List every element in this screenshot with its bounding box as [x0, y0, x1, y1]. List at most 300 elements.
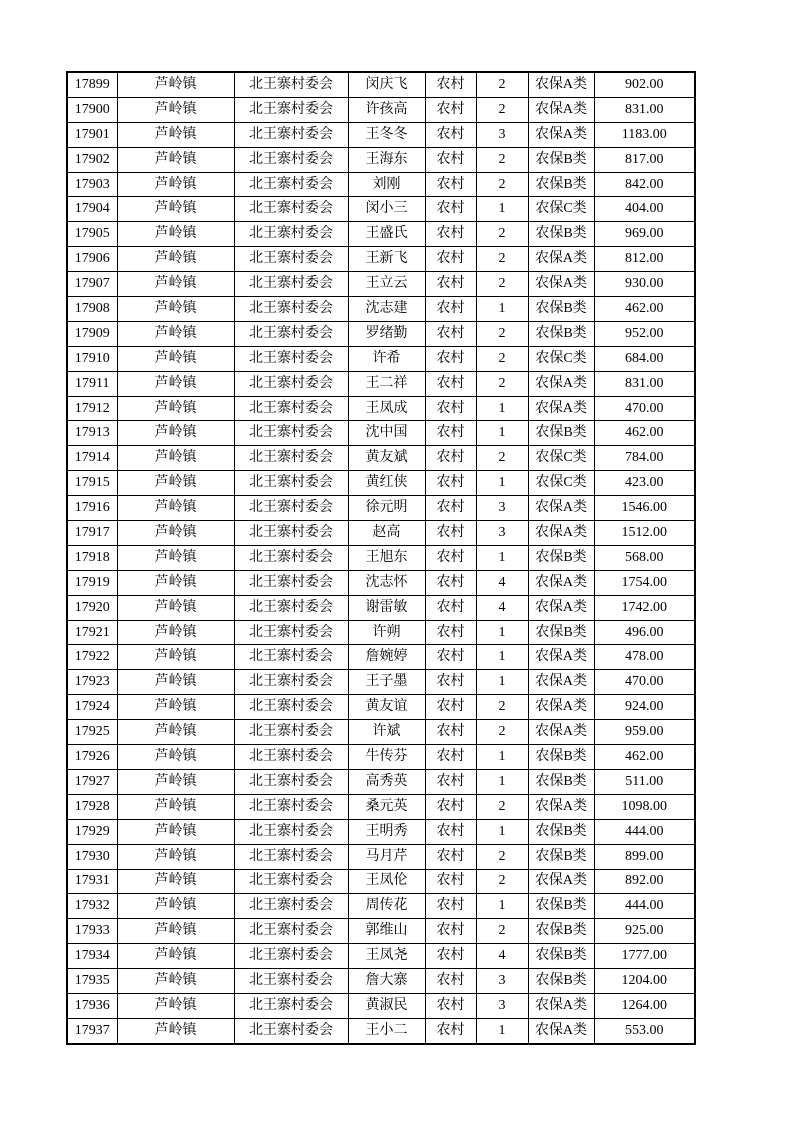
- cell-record-id: 17929: [67, 819, 117, 844]
- cell-person-name: 沈中国: [348, 421, 425, 446]
- cell-record-id: 17901: [67, 122, 117, 147]
- cell-village-committee: 北王寨村委会: [234, 570, 348, 595]
- table-row: [67, 745, 695, 770]
- cell-insurance-category: 农保A类: [528, 695, 594, 720]
- cell-record-id: 17920: [67, 595, 117, 620]
- cell-person-count: 1: [476, 645, 528, 670]
- cell-amount: 478.00: [594, 645, 695, 670]
- cell-town: 芦岭镇: [117, 844, 234, 869]
- table-row: [67, 545, 695, 570]
- cell-record-id: 17924: [67, 695, 117, 720]
- table-row: [67, 869, 695, 894]
- cell-area-type: 农村: [425, 471, 476, 496]
- cell-area-type: 农村: [425, 894, 476, 919]
- cell-record-id: 17908: [67, 297, 117, 322]
- cell-person-name: 刘刚: [348, 172, 425, 197]
- cell-village-committee: 北王寨村委会: [234, 1018, 348, 1043]
- cell-town: 芦岭镇: [117, 869, 234, 894]
- cell-person-count: 2: [476, 147, 528, 172]
- cell-person-count: 1: [476, 894, 528, 919]
- cell-person-count: 2: [476, 794, 528, 819]
- table-row: [67, 570, 695, 595]
- cell-village-committee: 北王寨村委会: [234, 72, 348, 97]
- cell-amount: 930.00: [594, 272, 695, 297]
- cell-amount: 842.00: [594, 172, 695, 197]
- cell-area-type: 农村: [425, 97, 476, 122]
- cell-record-id: 17917: [67, 521, 117, 546]
- cell-person-name: 王冬冬: [348, 122, 425, 147]
- cell-amount: 1512.00: [594, 521, 695, 546]
- cell-town: 芦岭镇: [117, 670, 234, 695]
- table-row: [67, 670, 695, 695]
- cell-record-id: 17937: [67, 1018, 117, 1043]
- cell-person-count: 4: [476, 944, 528, 969]
- cell-insurance-category: 农保B类: [528, 172, 594, 197]
- table-row: [67, 72, 695, 97]
- cell-insurance-category: 农保A类: [528, 1018, 594, 1043]
- table-row: [67, 620, 695, 645]
- cell-village-committee: 北王寨村委会: [234, 993, 348, 1018]
- cell-area-type: 农村: [425, 545, 476, 570]
- cell-village-committee: 北王寨村委会: [234, 769, 348, 794]
- cell-record-id: 17907: [67, 272, 117, 297]
- cell-village-committee: 北王寨村委会: [234, 421, 348, 446]
- cell-village-committee: 北王寨村委会: [234, 222, 348, 247]
- cell-area-type: 农村: [425, 396, 476, 421]
- cell-person-name: 赵高: [348, 521, 425, 546]
- cell-record-id: 17903: [67, 172, 117, 197]
- table-row: [67, 297, 695, 322]
- cell-person-count: 4: [476, 595, 528, 620]
- cell-record-id: 17933: [67, 919, 117, 944]
- cell-insurance-category: 农保C类: [528, 197, 594, 222]
- cell-village-committee: 北王寨村委会: [234, 545, 348, 570]
- cell-insurance-category: 农保B类: [528, 745, 594, 770]
- cell-record-id: 17922: [67, 645, 117, 670]
- cell-amount: 1098.00: [594, 794, 695, 819]
- cell-person-count: 2: [476, 371, 528, 396]
- cell-area-type: 农村: [425, 272, 476, 297]
- cell-insurance-category: 农保A类: [528, 371, 594, 396]
- cell-person-name: 谢雷敏: [348, 595, 425, 620]
- cell-village-committee: 北王寨村委会: [234, 297, 348, 322]
- cell-person-name: 王旭东: [348, 545, 425, 570]
- table-row: [67, 496, 695, 521]
- cell-area-type: 农村: [425, 570, 476, 595]
- cell-village-committee: 北王寨村委会: [234, 197, 348, 222]
- cell-person-name: 黄红侠: [348, 471, 425, 496]
- cell-amount: 925.00: [594, 919, 695, 944]
- cell-town: 芦岭镇: [117, 969, 234, 994]
- cell-insurance-category: 农保A类: [528, 993, 594, 1018]
- cell-village-committee: 北王寨村委会: [234, 595, 348, 620]
- cell-amount: 568.00: [594, 545, 695, 570]
- cell-village-committee: 北王寨村委会: [234, 670, 348, 695]
- cell-amount: 511.00: [594, 769, 695, 794]
- cell-person-count: 2: [476, 72, 528, 97]
- cell-town: 芦岭镇: [117, 321, 234, 346]
- cell-town: 芦岭镇: [117, 993, 234, 1018]
- cell-amount: 470.00: [594, 396, 695, 421]
- cell-person-count: 1: [476, 421, 528, 446]
- cell-town: 芦岭镇: [117, 272, 234, 297]
- cell-amount: 812.00: [594, 247, 695, 272]
- cell-village-committee: 北王寨村委会: [234, 471, 348, 496]
- cell-person-name: 许孩高: [348, 97, 425, 122]
- cell-area-type: 农村: [425, 645, 476, 670]
- cell-person-name: 高秀英: [348, 769, 425, 794]
- cell-town: 芦岭镇: [117, 769, 234, 794]
- cell-insurance-category: 农保A类: [528, 869, 594, 894]
- cell-area-type: 农村: [425, 993, 476, 1018]
- cell-village-committee: 北王寨村委会: [234, 521, 348, 546]
- cell-record-id: 17926: [67, 745, 117, 770]
- cell-person-count: 1: [476, 620, 528, 645]
- cell-town: 芦岭镇: [117, 421, 234, 446]
- cell-insurance-category: 农保A类: [528, 794, 594, 819]
- table-row: [67, 720, 695, 745]
- table-row: [67, 993, 695, 1018]
- cell-person-name: 王凤成: [348, 396, 425, 421]
- table-row: [67, 321, 695, 346]
- cell-town: 芦岭镇: [117, 720, 234, 745]
- cell-town: 芦岭镇: [117, 919, 234, 944]
- cell-village-committee: 北王寨村委会: [234, 969, 348, 994]
- cell-record-id: 17931: [67, 869, 117, 894]
- cell-amount: 892.00: [594, 869, 695, 894]
- cell-record-id: 17911: [67, 371, 117, 396]
- cell-record-id: 17900: [67, 97, 117, 122]
- cell-insurance-category: 农保B类: [528, 545, 594, 570]
- cell-insurance-category: 农保A类: [528, 72, 594, 97]
- cell-person-count: 1: [476, 471, 528, 496]
- cell-person-name: 闵小三: [348, 197, 425, 222]
- cell-town: 芦岭镇: [117, 471, 234, 496]
- cell-village-committee: 北王寨村委会: [234, 97, 348, 122]
- cell-area-type: 农村: [425, 595, 476, 620]
- cell-insurance-category: 农保B类: [528, 620, 594, 645]
- cell-village-committee: 北王寨村委会: [234, 147, 348, 172]
- cell-insurance-category: 农保B类: [528, 222, 594, 247]
- cell-amount: 959.00: [594, 720, 695, 745]
- cell-area-type: 农村: [425, 172, 476, 197]
- cell-person-name: 王海东: [348, 147, 425, 172]
- cell-town: 芦岭镇: [117, 97, 234, 122]
- cell-town: 芦岭镇: [117, 570, 234, 595]
- cell-person-name: 闵庆飞: [348, 72, 425, 97]
- cell-person-count: 2: [476, 222, 528, 247]
- cell-amount: 1204.00: [594, 969, 695, 994]
- cell-village-committee: 北王寨村委会: [234, 745, 348, 770]
- cell-town: 芦岭镇: [117, 197, 234, 222]
- cell-village-committee: 北王寨村委会: [234, 894, 348, 919]
- cell-insurance-category: 农保C类: [528, 346, 594, 371]
- cell-village-committee: 北王寨村委会: [234, 122, 348, 147]
- cell-insurance-category: 农保A类: [528, 396, 594, 421]
- cell-record-id: 17936: [67, 993, 117, 1018]
- cell-person-count: 3: [476, 521, 528, 546]
- cell-person-name: 沈志怀: [348, 570, 425, 595]
- cell-area-type: 农村: [425, 247, 476, 272]
- cell-person-count: 3: [476, 122, 528, 147]
- cell-record-id: 17904: [67, 197, 117, 222]
- cell-town: 芦岭镇: [117, 695, 234, 720]
- cell-insurance-category: 农保A类: [528, 122, 594, 147]
- cell-village-committee: 北王寨村委会: [234, 695, 348, 720]
- cell-person-name: 王明秀: [348, 819, 425, 844]
- cell-person-name: 许斌: [348, 720, 425, 745]
- cell-record-id: 17925: [67, 720, 117, 745]
- cell-insurance-category: 农保A类: [528, 272, 594, 297]
- cell-person-count: 2: [476, 321, 528, 346]
- cell-person-name: 周传花: [348, 894, 425, 919]
- table-row: [67, 396, 695, 421]
- table-row: [67, 1018, 695, 1043]
- cell-village-committee: 北王寨村委会: [234, 247, 348, 272]
- cell-person-count: 1: [476, 396, 528, 421]
- cell-person-count: 1: [476, 769, 528, 794]
- cell-area-type: 农村: [425, 297, 476, 322]
- table-row: [67, 844, 695, 869]
- cell-amount: 496.00: [594, 620, 695, 645]
- table-row: [67, 944, 695, 969]
- cell-area-type: 农村: [425, 844, 476, 869]
- table-row: [67, 521, 695, 546]
- cell-village-committee: 北王寨村委会: [234, 371, 348, 396]
- cell-village-committee: 北王寨村委会: [234, 272, 348, 297]
- cell-area-type: 农村: [425, 371, 476, 396]
- cell-village-committee: 北王寨村委会: [234, 869, 348, 894]
- cell-town: 芦岭镇: [117, 1018, 234, 1043]
- cell-amount: 1754.00: [594, 570, 695, 595]
- cell-insurance-category: 农保A类: [528, 97, 594, 122]
- cell-amount: 924.00: [594, 695, 695, 720]
- cell-area-type: 农村: [425, 620, 476, 645]
- cell-person-name: 沈志建: [348, 297, 425, 322]
- cell-village-committee: 北王寨村委会: [234, 172, 348, 197]
- cell-person-name: 黄淑民: [348, 993, 425, 1018]
- cell-area-type: 农村: [425, 72, 476, 97]
- cell-town: 芦岭镇: [117, 794, 234, 819]
- table-row: [67, 894, 695, 919]
- cell-person-count: 3: [476, 993, 528, 1018]
- cell-record-id: 17918: [67, 545, 117, 570]
- cell-insurance-category: 农保B类: [528, 321, 594, 346]
- cell-person-count: 2: [476, 172, 528, 197]
- cell-person-count: 2: [476, 695, 528, 720]
- table-row: [67, 346, 695, 371]
- cell-person-count: 1: [476, 197, 528, 222]
- cell-person-name: 詹大寨: [348, 969, 425, 994]
- cell-insurance-category: 农保B类: [528, 919, 594, 944]
- cell-insurance-category: 农保A类: [528, 570, 594, 595]
- table-row: [67, 421, 695, 446]
- cell-town: 芦岭镇: [117, 72, 234, 97]
- cell-insurance-category: 农保B类: [528, 844, 594, 869]
- cell-town: 芦岭镇: [117, 745, 234, 770]
- cell-town: 芦岭镇: [117, 371, 234, 396]
- table-row: [67, 197, 695, 222]
- cell-person-count: 4: [476, 570, 528, 595]
- cell-insurance-category: 农保A类: [528, 670, 594, 695]
- cell-insurance-category: 农保A类: [528, 247, 594, 272]
- cell-person-name: 罗绪勤: [348, 321, 425, 346]
- cell-village-committee: 北王寨村委会: [234, 446, 348, 471]
- cell-amount: 902.00: [594, 72, 695, 97]
- cell-person-name: 王凤尧: [348, 944, 425, 969]
- table-row: [67, 247, 695, 272]
- cell-amount: 462.00: [594, 421, 695, 446]
- cell-record-id: 17909: [67, 321, 117, 346]
- cell-person-name: 郭维山: [348, 919, 425, 944]
- cell-town: 芦岭镇: [117, 620, 234, 645]
- table-row: [67, 695, 695, 720]
- cell-amount: 899.00: [594, 844, 695, 869]
- table-row: [67, 371, 695, 396]
- cell-town: 芦岭镇: [117, 944, 234, 969]
- cell-amount: 1264.00: [594, 993, 695, 1018]
- cell-record-id: 17910: [67, 346, 117, 371]
- cell-amount: 969.00: [594, 222, 695, 247]
- cell-amount: 831.00: [594, 371, 695, 396]
- cell-area-type: 农村: [425, 197, 476, 222]
- table-row: [67, 794, 695, 819]
- table-row: [67, 471, 695, 496]
- cell-person-count: 1: [476, 545, 528, 570]
- cell-insurance-category: 农保A类: [528, 720, 594, 745]
- table-row: [67, 595, 695, 620]
- cell-insurance-category: 农保A类: [528, 645, 594, 670]
- cell-amount: 462.00: [594, 297, 695, 322]
- cell-person-count: 2: [476, 272, 528, 297]
- cell-area-type: 农村: [425, 521, 476, 546]
- cell-person-name: 徐元明: [348, 496, 425, 521]
- cell-amount: 1777.00: [594, 944, 695, 969]
- cell-insurance-category: 农保A类: [528, 595, 594, 620]
- cell-person-count: 2: [476, 919, 528, 944]
- cell-area-type: 农村: [425, 670, 476, 695]
- cell-person-name: 王子墨: [348, 670, 425, 695]
- cell-record-id: 17927: [67, 769, 117, 794]
- cell-insurance-category: 农保A类: [528, 521, 594, 546]
- cell-town: 芦岭镇: [117, 297, 234, 322]
- cell-amount: 462.00: [594, 745, 695, 770]
- cell-amount: 784.00: [594, 446, 695, 471]
- cell-person-count: 3: [476, 969, 528, 994]
- cell-town: 芦岭镇: [117, 346, 234, 371]
- cell-person-count: 1: [476, 1018, 528, 1043]
- cell-area-type: 农村: [425, 695, 476, 720]
- cell-record-id: 17915: [67, 471, 117, 496]
- cell-village-committee: 北王寨村委会: [234, 496, 348, 521]
- cell-record-id: 17928: [67, 794, 117, 819]
- cell-village-committee: 北王寨村委会: [234, 720, 348, 745]
- cell-person-name: 许朔: [348, 620, 425, 645]
- table-row: [67, 969, 695, 994]
- cell-amount: 553.00: [594, 1018, 695, 1043]
- cell-area-type: 农村: [425, 720, 476, 745]
- cell-insurance-category: 农保B类: [528, 894, 594, 919]
- cell-person-name: 牛传芬: [348, 745, 425, 770]
- table-row: [67, 272, 695, 297]
- cell-village-committee: 北王寨村委会: [234, 844, 348, 869]
- cell-village-committee: 北王寨村委会: [234, 321, 348, 346]
- cell-town: 芦岭镇: [117, 147, 234, 172]
- table-row: [67, 645, 695, 670]
- table-row: [67, 819, 695, 844]
- cell-village-committee: 北王寨村委会: [234, 620, 348, 645]
- cell-village-committee: 北王寨村委会: [234, 794, 348, 819]
- cell-insurance-category: 农保C类: [528, 471, 594, 496]
- cell-insurance-category: 农保B类: [528, 769, 594, 794]
- cell-town: 芦岭镇: [117, 122, 234, 147]
- cell-person-count: 1: [476, 670, 528, 695]
- cell-amount: 444.00: [594, 819, 695, 844]
- cell-town: 芦岭镇: [117, 595, 234, 620]
- cell-person-name: 王小二: [348, 1018, 425, 1043]
- table-row: [67, 769, 695, 794]
- cell-record-id: 17913: [67, 421, 117, 446]
- cell-person-name: 王二祥: [348, 371, 425, 396]
- cell-amount: 1742.00: [594, 595, 695, 620]
- cell-amount: 1183.00: [594, 122, 695, 147]
- cell-area-type: 农村: [425, 919, 476, 944]
- cell-person-count: 2: [476, 97, 528, 122]
- cell-person-name: 许希: [348, 346, 425, 371]
- cell-person-name: 马月芹: [348, 844, 425, 869]
- cell-area-type: 农村: [425, 346, 476, 371]
- cell-record-id: 17935: [67, 969, 117, 994]
- cell-area-type: 农村: [425, 496, 476, 521]
- cell-insurance-category: 农保A类: [528, 496, 594, 521]
- cell-area-type: 农村: [425, 869, 476, 894]
- cell-area-type: 农村: [425, 147, 476, 172]
- cell-amount: 404.00: [594, 197, 695, 222]
- cell-person-count: 1: [476, 819, 528, 844]
- cell-record-id: 17914: [67, 446, 117, 471]
- benefits-table: [66, 71, 696, 1045]
- cell-insurance-category: 农保B类: [528, 944, 594, 969]
- cell-town: 芦岭镇: [117, 545, 234, 570]
- table-row: [67, 919, 695, 944]
- cell-person-count: 1: [476, 297, 528, 322]
- cell-amount: 952.00: [594, 321, 695, 346]
- cell-person-count: 2: [476, 446, 528, 471]
- cell-area-type: 农村: [425, 1018, 476, 1043]
- cell-person-name: 王盛氏: [348, 222, 425, 247]
- cell-town: 芦岭镇: [117, 396, 234, 421]
- cell-amount: 831.00: [594, 97, 695, 122]
- cell-town: 芦岭镇: [117, 446, 234, 471]
- cell-person-name: 黄友斌: [348, 446, 425, 471]
- cell-area-type: 农村: [425, 944, 476, 969]
- cell-village-committee: 北王寨村委会: [234, 919, 348, 944]
- cell-person-count: 1: [476, 745, 528, 770]
- table-row: [67, 97, 695, 122]
- cell-town: 芦岭镇: [117, 894, 234, 919]
- cell-person-count: 3: [476, 496, 528, 521]
- cell-record-id: 17916: [67, 496, 117, 521]
- cell-village-committee: 北王寨村委会: [234, 396, 348, 421]
- table-row: [67, 172, 695, 197]
- table-row: [67, 446, 695, 471]
- cell-village-committee: 北王寨村委会: [234, 944, 348, 969]
- cell-area-type: 农村: [425, 222, 476, 247]
- cell-person-name: 詹婉婷: [348, 645, 425, 670]
- cell-area-type: 农村: [425, 745, 476, 770]
- cell-record-id: 17921: [67, 620, 117, 645]
- cell-person-name: 王凤伦: [348, 869, 425, 894]
